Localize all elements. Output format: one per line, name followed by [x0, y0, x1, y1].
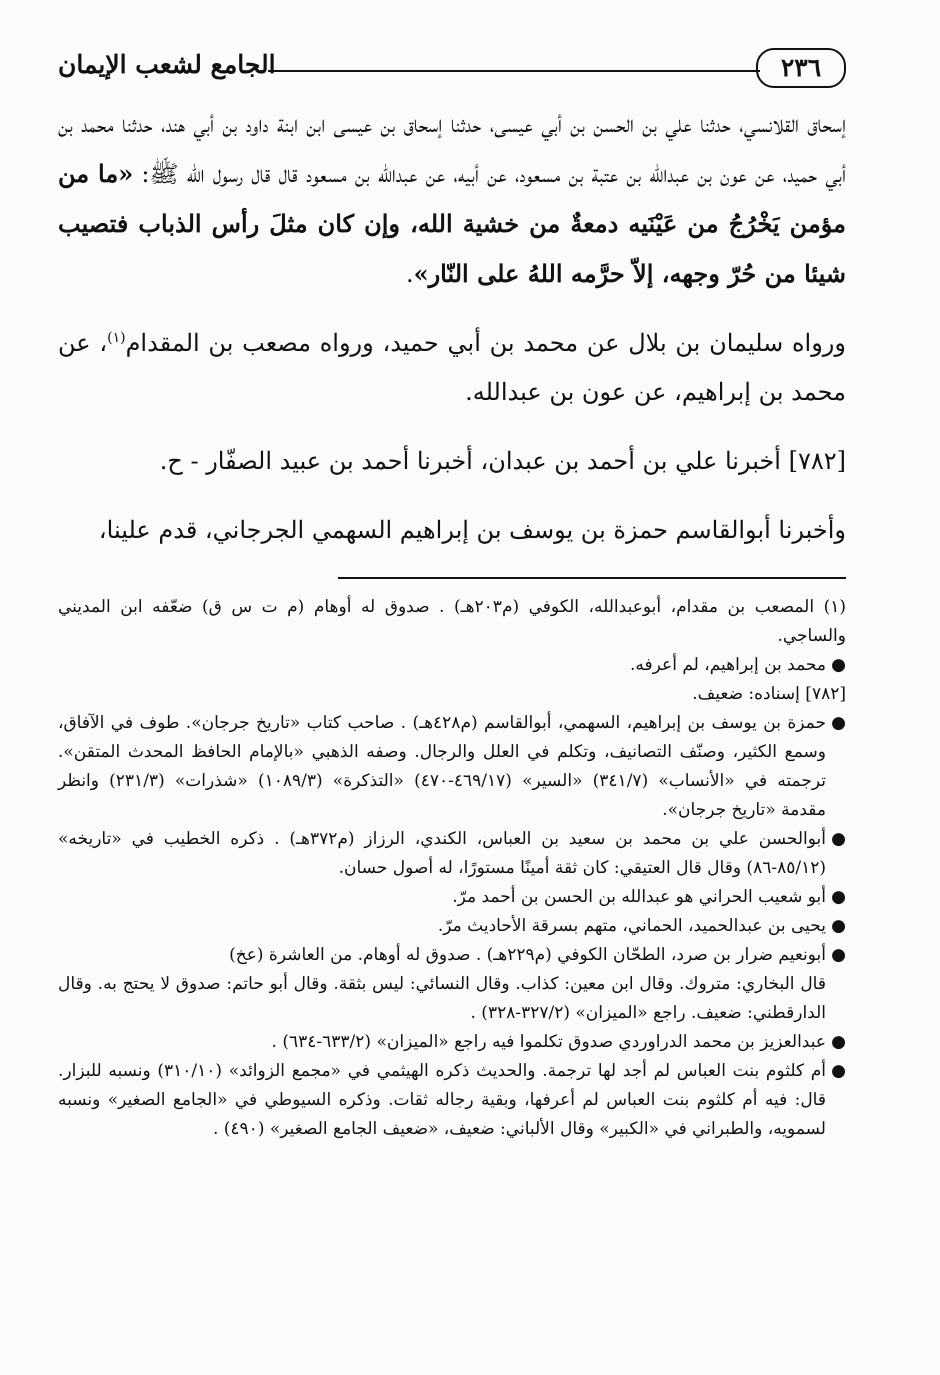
bullet-icon: ● — [831, 945, 846, 965]
book-page — [58, 38, 846, 1355]
page-header — [58, 38, 846, 100]
footnote-item-text: أبونعيم ضرار بن صرد، الطحّان الكوفي (م٢٢٩هـ) . صدوق له أوهام. من العاشرة (عخ) — [229, 945, 826, 965]
footnote-item — [58, 883, 846, 912]
period: . — [405, 260, 414, 288]
header-rule — [268, 70, 760, 72]
isnad-continuation: وأخبرنا أبوالقاسم حمزة بن يوسف بن إبراهيم السهمي الجرجاني، قدم علينا، — [98, 516, 846, 544]
bullet-icon: ● — [831, 1061, 846, 1081]
footnote-item-text: أبوالحسن علي بن محمد بن سعيد بن العباس، الكندي، الرزاز (م٣٧٢هـ) . ذكره الخطيب في «تاريخه» (٨٥/١٢-٨٦) وقال قال العتيقي: كان ثقة أمينًا مستورًا، له أصول حسان. — [58, 829, 826, 878]
footnote-item-text: عبدالعزيز بن محمد الدراوردي صدوق تكلموا فيه راجع «الميزان» (٦٣٣/٢-٦٣٤) . — [271, 1032, 826, 1052]
footnote-item-text: أم كلثوم بنت العباس لم أجد لها ترجمة. والحديث ذكره الهيثمي في «مجمع الزوائد» (٣١٠/١٠) ونسبه للبزار. قال: فيه أم كلثوم بنت العباس لم أعرفها، وبقية رجاله ثقات. وذكره السيوطي في «الجامع الصغير» ونسبه لسمويه، والطبراني في «الكبير» وقال الألباني: ضعيف، «ضعيف الجامع الصغير» (٤٩٠) . — [58, 1061, 826, 1139]
bullet-icon: ● — [831, 829, 846, 849]
footnote-continuation: قال البخاري: متروك. وقال ابن معين: كذاب. وقال النسائي: ليس بثقة. وقال أبو حاتم: صدوق لا يحتج به. وقال الدارقطني: ضعيف. راجع «الميزان» (٣٢٧/٢-٣٢٨) . — [58, 974, 826, 1023]
footnote-782-heading: [٧٨٢] إسناده: ضعيف. — [692, 684, 846, 704]
footnote-1-bullet — [58, 651, 846, 680]
riwaya-text-a: ورواه سليمان بن بلال عن محمد بن أبي حميد، ورواه مصعب بن المقدام — [125, 329, 846, 357]
footnote-item-text: يحيى بن عبدالحميد، الحماني، متهم بسرقة الأحاديث مرّ. — [437, 916, 826, 936]
footnote-ref-1[interactable]: (١) — [107, 330, 126, 346]
footnote-item — [58, 1028, 846, 1057]
footnote-divider — [338, 577, 846, 579]
footnote-item-text: أبو شعيب الحراني هو عبدالله بن الحسن بن أحمد مرّ. — [452, 887, 826, 907]
footnote-item — [58, 825, 846, 883]
footnotes — [58, 593, 846, 1144]
riwaya-text-b: ، عن محمد بن إبراهيم، عن عون بن عبدالله. — [58, 329, 846, 406]
page-number: ٢٣٦ — [756, 48, 846, 88]
footnote-1: (١) المصعب بن مقدام، أبوعبدالله، الكوفي (م٢٠٣هـ) . صدوق له أوهام (م ت س ق) ضعّفه ابن المديني والساجي. — [58, 597, 846, 646]
bullet-icon: ● — [831, 713, 846, 733]
main-text — [58, 100, 846, 555]
riwaya-paragraph — [58, 319, 846, 417]
footnote-item — [58, 709, 846, 825]
bullet-icon: ● — [831, 916, 846, 936]
footnote-item — [58, 941, 846, 970]
hadith-782-paragraph: [٧٨٢] أخبرنا علي بن أحمد بن عبدان، أخبرنا أحمد بن عبيد الصفّار - ح. — [159, 447, 846, 475]
footnote-item-text: حمزة بن يوسف بن إبراهيم، السهمي، أبوالقاسم (م٤٢٨هـ) . صاحب كتاب «تاريخ جرجان». طوف في الآفاق، وسمع الكثير، وصنّف التصانيف، وتكلم في العلل والرجال. وصفه الذهبي «بالإمام الحافظ المحدث المتقن». ترجمته في «الأنساب» (٣٤١/٧) «السير» (٤٦٩/١٧-٤٧٠) «التذكرة» (١٠٨٩/٣) «شذرات» (٢٣١/٣) وانظر مقدمة «تاريخ جرجان». — [58, 713, 827, 820]
bullet-icon: ● — [831, 655, 846, 675]
bullet-icon: ● — [831, 887, 846, 907]
book-title: الجامع لشعب الإيمان — [58, 50, 276, 79]
footnote-item — [58, 912, 846, 941]
hadith-text: «ما من مؤمن يَخْرُجُ من عَيْنَيه دمعةٌ من خشية الله، وإن كان مثلَ رأس الذباب فتصيب شيئا من حُرّ وجهه، إلاّ حرَّمه اللهُ على النّار» — [58, 159, 846, 288]
isnad-text: إسحاق القلانسي، حدثنا علي بن الحسن بن أبي عيسى، حدثنا إسحاق بن عيسى ابن ابنة داود بن أبي هند، حدثنا محمد بن أبي حميد، عن عون بن عبدالله بن عتبة بن مسعود، عن أبيه، عن عبدالله بن مسعود قال قال رسول الله ﷺ: — [58, 110, 847, 188]
hadith-paragraph — [58, 100, 846, 299]
bullet-icon: ● — [831, 1032, 846, 1052]
footnote-item — [58, 1057, 846, 1144]
footnote-item-text: محمد بن إبراهيم، لم أعرفه. — [630, 655, 826, 675]
